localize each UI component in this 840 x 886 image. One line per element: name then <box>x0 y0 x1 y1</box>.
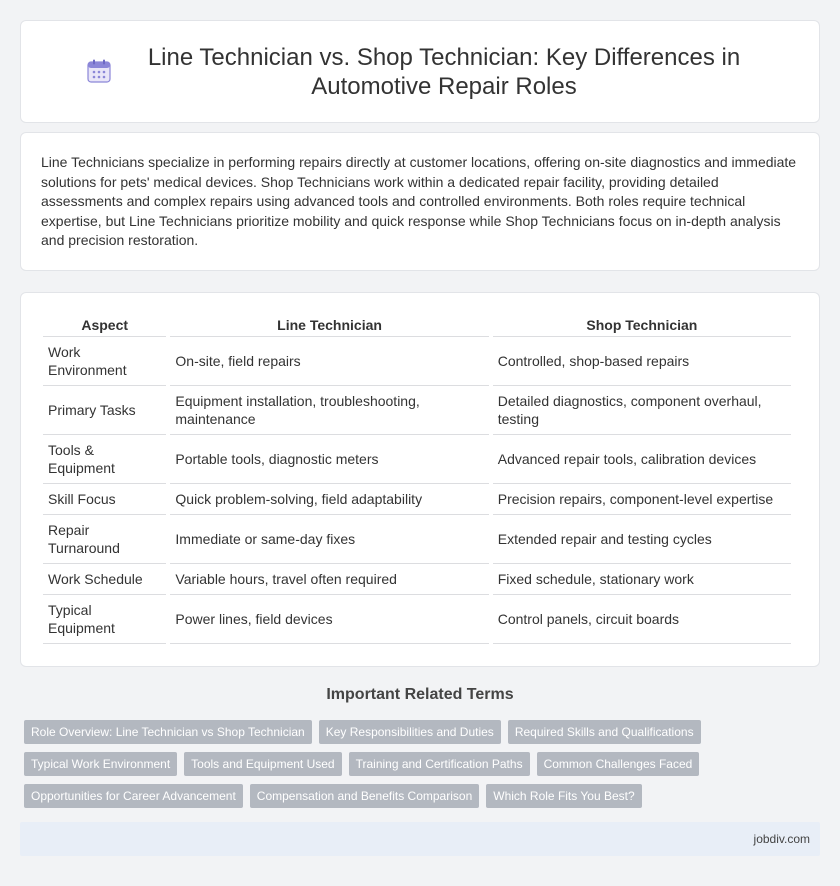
tag-common-challenges[interactable]: Common Challenges Faced <box>537 752 700 776</box>
table-cell-line: Quick problem-solving, field adaptability <box>170 484 488 515</box>
table-cell-line: Variable hours, travel often required <box>170 564 488 595</box>
tag-compensation-benefits[interactable]: Compensation and Benefits Comparison <box>250 784 479 808</box>
table-header-aspect: Aspect <box>43 313 166 337</box>
tag-row <box>24 752 824 776</box>
tag-work-environment[interactable]: Typical Work Environment <box>24 752 177 776</box>
tag-required-skills[interactable]: Required Skills and Qualifications <box>508 720 701 744</box>
table-cell-line: Portable tools, diagnostic meters <box>170 435 488 484</box>
tag-row <box>24 784 824 808</box>
table-cell-shop: Controlled, shop-based repairs <box>493 337 791 386</box>
tag-tools-equipment[interactable]: Tools and Equipment Used <box>184 752 341 776</box>
table-cell-line: Immediate or same-day fixes <box>170 515 488 564</box>
table-cell-aspect: Tools & Equipment <box>43 435 166 484</box>
tag-career-advancement[interactable]: Opportunities for Career Advancement <box>24 784 243 808</box>
table-row <box>43 435 791 484</box>
table-cell-aspect: Primary Tasks <box>43 386 166 435</box>
table-cell-shop: Precision repairs, component-level expertise <box>493 484 791 515</box>
related-terms-tags <box>24 720 824 816</box>
table-row <box>43 515 791 564</box>
tag-role-overview[interactable]: Role Overview: Line Technician vs Shop Technician <box>24 720 312 744</box>
table-cell-shop: Fixed schedule, stationary work <box>493 564 791 595</box>
related-terms-title: Important Related Terms <box>326 686 514 703</box>
table-cell-aspect: Repair Turnaround <box>43 515 166 564</box>
intro-paragraph: Line Technicians specialize in performing repairs directly at customer locations, offering on-site diagnostics and immediate solutions for pets' medical devices. Shop Technicians work within a dedicated repair facility, providing detailed assessments and complex repairs using advanced tools and controlled environments. Both roles require technical expertise, but Line Technicians prioritize mobility and quick response while Shop Technicians focus on in-depth analysis and precision restoration. <box>41 154 797 249</box>
table-row <box>43 386 791 435</box>
table-cell-aspect: Work Environment <box>43 337 166 386</box>
table-cell-line: On-site, field repairs <box>170 337 488 386</box>
table-cell-line: Power lines, field devices <box>170 595 488 644</box>
page-title: Line Technician vs. Shop Technician: Key Differences in Automotive Repair Roles <box>147 43 741 100</box>
table-cell-shop: Detailed diagnostics, component overhaul, testing <box>493 386 791 435</box>
tag-key-responsibilities[interactable]: Key Responsibilities and Duties <box>319 720 501 744</box>
table-header-row <box>43 313 791 337</box>
comparison-table <box>39 313 795 644</box>
table-cell-line: Equipment installation, troubleshooting, maintenance <box>170 386 488 435</box>
table-cell-aspect: Work Schedule <box>43 564 166 595</box>
intro-card <box>20 132 820 271</box>
table-row <box>43 564 791 595</box>
table-header-line-technician: Line Technician <box>170 313 488 337</box>
table-cell-shop: Advanced repair tools, calibration devices <box>493 435 791 484</box>
table-header-shop-technician: Shop Technician <box>493 313 791 337</box>
calendar-icon <box>86 58 112 84</box>
table-cell-aspect: Skill Focus <box>43 484 166 515</box>
table-row <box>43 595 791 644</box>
footer <box>20 822 820 856</box>
tag-training-certification[interactable]: Training and Certification Paths <box>349 752 530 776</box>
tag-row <box>24 720 824 744</box>
footer-site-link[interactable]: jobdiv.com <box>753 832 810 846</box>
tag-which-role[interactable]: Which Role Fits You Best? <box>486 784 641 808</box>
comparison-table-card <box>20 292 820 667</box>
table-cell-aspect: Typical Equipment <box>43 595 166 644</box>
title-wrap <box>86 43 754 101</box>
table-cell-shop: Extended repair and testing cycles <box>493 515 791 564</box>
title-card <box>20 20 820 123</box>
table-row <box>43 484 791 515</box>
table-cell-shop: Control panels, circuit boards <box>493 595 791 644</box>
table-row <box>43 337 791 386</box>
